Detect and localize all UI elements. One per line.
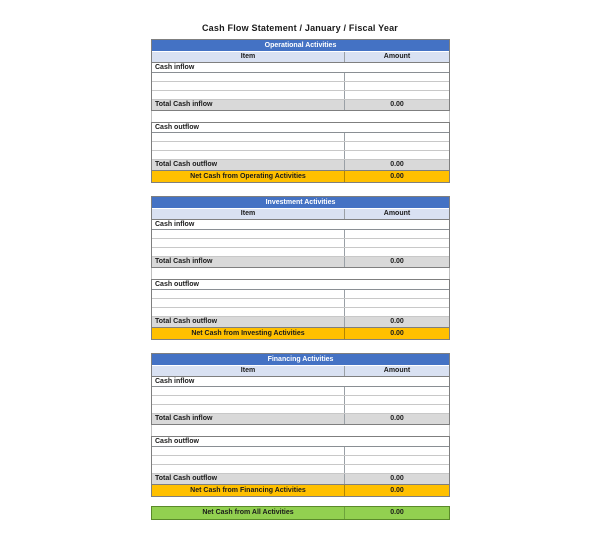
net-cash-operating-label: Net Cash from Operating Activities (152, 171, 345, 182)
cash-inflow-label: Cash inflow (155, 378, 195, 385)
amount-input-cell[interactable] (345, 308, 449, 316)
amount-column-header: Amount (383, 210, 411, 217)
inflow-entry-row (152, 239, 449, 248)
item-input-cell[interactable] (152, 133, 345, 141)
amount-input-cell[interactable] (345, 290, 449, 298)
section-investment (151, 196, 450, 340)
cash-flow-table (151, 39, 450, 520)
outflow-entry-row (152, 456, 449, 465)
item-input-cell[interactable] (152, 308, 345, 316)
amount-input-cell[interactable] (345, 230, 449, 238)
total-cash-outflow-label: Total Cash outflow (152, 474, 345, 484)
inflow-entry-row (152, 230, 449, 239)
amount-column-header: Amount (383, 367, 411, 374)
inflow-entry-row (152, 248, 449, 257)
grand-total-row (152, 507, 449, 519)
total-cash-outflow-row (152, 474, 449, 484)
cash-outflow-label-row (152, 280, 449, 290)
investment-outflow-block (151, 279, 450, 340)
outflow-entry-row (152, 142, 449, 151)
amount-column-header: Amount (383, 53, 411, 60)
investment-inflow-block (151, 196, 450, 268)
cash-inflow-label-row (152, 63, 449, 73)
amount-input-cell[interactable] (345, 387, 449, 395)
column-header-row (152, 366, 449, 377)
net-cash-financing-row (152, 484, 449, 496)
total-cash-inflow-label: Total Cash inflow (152, 100, 345, 110)
section-spacer (151, 268, 450, 279)
item-input-cell[interactable] (152, 142, 345, 150)
section-header-financing: Financing Activities (152, 354, 449, 366)
item-input-cell[interactable] (152, 73, 345, 81)
outflow-entry-row (152, 151, 449, 160)
financing-inflow-block (151, 353, 450, 425)
amount-input-cell[interactable] (345, 456, 449, 464)
grand-total-label: Net Cash from All Activities (152, 507, 345, 519)
item-input-cell[interactable] (152, 91, 345, 99)
amount-input-cell[interactable] (345, 239, 449, 247)
item-input-cell[interactable] (152, 299, 345, 307)
amount-input-cell[interactable] (345, 142, 449, 150)
item-input-cell[interactable] (152, 248, 345, 256)
amount-input-cell[interactable] (345, 465, 449, 473)
outflow-entry-row (152, 447, 449, 456)
grand-total-block (151, 506, 450, 520)
column-header-row (152, 209, 449, 220)
section-financing (151, 353, 450, 497)
item-input-cell[interactable] (152, 465, 345, 473)
amount-input-cell[interactable] (345, 299, 449, 307)
operational-outflow-block (151, 122, 450, 183)
item-column-header: Item (152, 366, 345, 376)
cash-outflow-label: Cash outflow (155, 281, 199, 288)
net-cash-investing-row (152, 327, 449, 339)
column-header-row (152, 52, 449, 63)
cash-outflow-label: Cash outflow (155, 438, 199, 445)
net-cash-investing-label: Net Cash from Investing Activities (152, 328, 345, 339)
total-cash-inflow-label: Total Cash inflow (152, 414, 345, 424)
section-spacer (151, 111, 450, 122)
amount-input-cell[interactable] (345, 91, 449, 99)
amount-input-cell[interactable] (345, 447, 449, 455)
item-input-cell[interactable] (152, 456, 345, 464)
inflow-entry-row (152, 396, 449, 405)
section-header-investment: Investment Activities (152, 197, 449, 209)
grand-total-value: 0.00 (390, 509, 404, 516)
total-cash-outflow-value: 0.00 (390, 318, 404, 325)
inflow-entry-row (152, 405, 449, 414)
total-cash-inflow-label: Total Cash inflow (152, 257, 345, 267)
cash-outflow-label: Cash outflow (155, 124, 199, 131)
amount-input-cell[interactable] (345, 396, 449, 404)
cash-inflow-label: Cash inflow (155, 64, 195, 71)
total-cash-outflow-row (152, 160, 449, 170)
document-title: Cash Flow Statement / January / Fiscal Year (201, 23, 398, 33)
total-cash-inflow-value: 0.00 (390, 415, 404, 422)
cash-inflow-label-row (152, 377, 449, 387)
total-cash-inflow-row (152, 257, 449, 267)
section-operational (151, 39, 450, 183)
item-input-cell[interactable] (152, 82, 345, 90)
amount-input-cell[interactable] (345, 248, 449, 256)
financing-outflow-block (151, 436, 450, 497)
net-cash-operating-row (152, 170, 449, 182)
amount-input-cell[interactable] (345, 82, 449, 90)
total-cash-inflow-row (152, 414, 449, 424)
cash-inflow-label-row (152, 220, 449, 230)
total-cash-inflow-value: 0.00 (390, 101, 404, 108)
item-input-cell[interactable] (152, 405, 345, 413)
section-header-operational: Operational Activities (152, 40, 449, 52)
total-cash-outflow-label: Total Cash outflow (152, 160, 345, 170)
item-column-header: Item (152, 52, 345, 62)
operational-inflow-block (151, 39, 450, 111)
total-cash-outflow-value: 0.00 (390, 161, 404, 168)
net-cash-investing-value: 0.00 (390, 330, 404, 337)
inflow-entry-row (152, 73, 449, 82)
outflow-entry-row (152, 308, 449, 317)
inflow-entry-row (152, 91, 449, 100)
item-input-cell[interactable] (152, 447, 345, 455)
cash-outflow-label-row (152, 437, 449, 447)
total-cash-outflow-value: 0.00 (390, 475, 404, 482)
outflow-entry-row (152, 465, 449, 474)
item-input-cell[interactable] (152, 290, 345, 298)
amount-input-cell[interactable] (345, 133, 449, 141)
amount-input-cell[interactable] (345, 151, 449, 159)
item-input-cell[interactable] (152, 396, 345, 404)
outflow-entry-row (152, 290, 449, 299)
total-cash-inflow-value: 0.00 (390, 258, 404, 265)
net-cash-financing-value: 0.00 (390, 487, 404, 494)
item-column-header: Item (152, 209, 345, 219)
inflow-entry-row (152, 387, 449, 396)
total-cash-outflow-row (152, 317, 449, 327)
total-cash-outflow-label: Total Cash outflow (152, 317, 345, 327)
item-input-cell[interactable] (152, 230, 345, 238)
cash-outflow-label-row (152, 123, 449, 133)
net-cash-operating-value: 0.00 (390, 173, 404, 180)
inflow-entry-row (152, 82, 449, 91)
cash-inflow-label: Cash inflow (155, 221, 195, 228)
amount-input-cell[interactable] (345, 73, 449, 81)
item-input-cell[interactable] (152, 387, 345, 395)
net-cash-financing-label: Net Cash from Financing Activities (152, 485, 345, 496)
outflow-entry-row (152, 299, 449, 308)
item-input-cell[interactable] (152, 239, 345, 247)
item-input-cell[interactable] (152, 151, 345, 159)
outflow-entry-row (152, 133, 449, 142)
amount-input-cell[interactable] (345, 405, 449, 413)
total-cash-inflow-row (152, 100, 449, 110)
section-spacer (151, 425, 450, 436)
